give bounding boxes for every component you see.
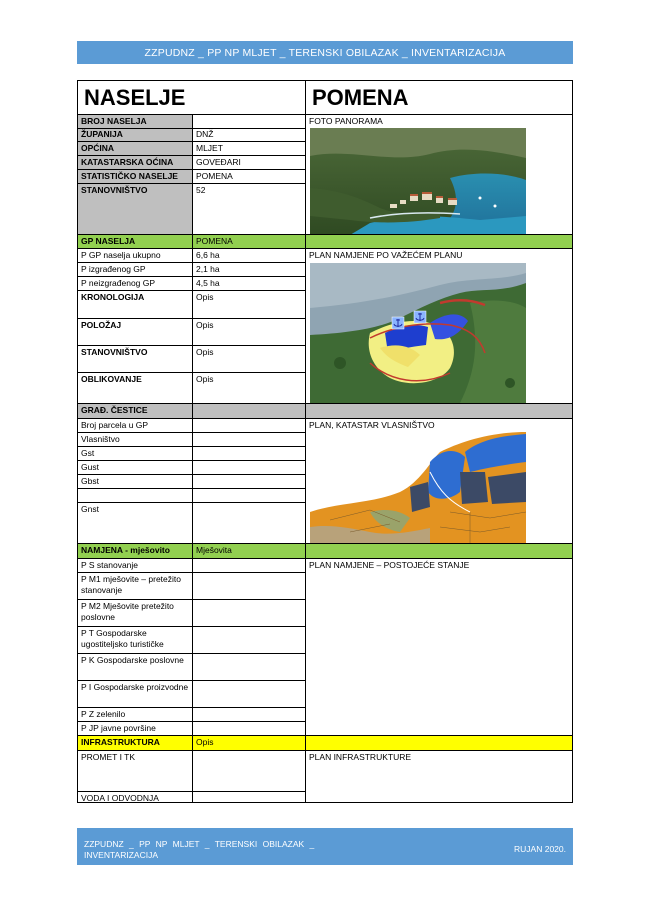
grid-hline [78,558,572,559]
label-pm1-mjesovite: P M1 mješovite – pretežito stanovanje [81,574,181,595]
infra-header-label: INFRASTRUKTURA [78,736,192,750]
value-oblikovanje: Opis [196,374,214,384]
grid-hline [78,488,305,489]
label-gnst: Gnst [81,504,99,514]
cestice-header-label: GRAĐ. ČESTICE [78,404,192,418]
label-opcina: OPĆINA [81,143,115,153]
value-broj-naselja [193,115,305,128]
label-vlasnistvo: Vlasništvo [81,434,120,444]
title-naselje: NASELJE [84,85,186,110]
grid-hline [78,474,305,475]
grid-hline [78,403,572,404]
infra-header-value: Opis [193,736,305,750]
grid-hline [78,372,305,373]
label-gp-ukupno: P GP naselja ukupno [81,250,161,260]
grid-hline [78,290,305,291]
gp-header-fill [306,235,572,248]
caption-plan-infrastrukture: PLAN INFRASTRUKTURE [309,752,412,762]
grid-hline [78,791,305,792]
grid-hline [78,345,305,346]
grid-hline [78,735,572,736]
label-broj-naselja: BROJ NASELJA [81,116,147,126]
value-kronologija: Opis [196,292,214,302]
caption-plan-postojece: PLAN NAMJENE – POSTOJEĆE STANJE [309,560,470,570]
grid-hline [78,599,305,600]
label-oblikovanje: OBLIKOVANJE [81,374,142,384]
grid-hline [78,262,305,263]
label-promet-tk: PROMET I TK [81,752,136,762]
grid-hline [78,183,305,184]
title-settlement-name: POMENA [312,85,409,110]
label-gust: Gust [81,462,99,472]
grid-hline [78,502,305,503]
label-gst: Gst [81,448,95,458]
grid-hline [78,432,305,433]
grid-hline [78,248,572,249]
grid-hline [78,626,305,627]
caption-foto-panorama: FOTO PANORAMA [309,116,383,126]
value-stanovnistvo-opis: Opis [196,347,214,357]
label-gbst: Gbst [81,476,99,486]
value-opcina: MLJET [196,143,223,153]
grid-hline [78,707,305,708]
panorama-photo [310,128,526,235]
label-gp-izgradeni: P izgrađenog GP [81,264,146,274]
grid-hline [78,572,305,573]
value-gp-ukupno: 6,6 ha [196,250,220,260]
page-header [77,41,573,64]
cadastre-ownership-map [310,432,526,543]
label-broj-parcela: Broj parcela u GP [81,420,149,430]
grid-hline [78,234,572,235]
grid-vline-left [192,114,193,802]
cestice-header-value [193,404,305,418]
grid-hline [78,276,305,277]
grid-hline [78,114,572,115]
label-katastarska-opcina: KATASTARSKA OĆINA [81,157,174,167]
grid-vline-main [305,81,306,802]
grid-hline [78,721,305,722]
grid-hline [78,318,305,319]
gp-header-value: POMENA [193,235,305,248]
label-polozaj: POLOŽAJ [81,320,122,330]
grid-hline [78,750,572,751]
grid-hline [78,446,305,447]
grid-hline [78,418,572,419]
namjena-header-label: NAMJENA - mješovito [78,544,192,558]
grid-hline [78,460,305,461]
label-pjp-javne: P JP javne površine [81,723,156,733]
value-statisticko-naselje: POMENA [196,171,233,181]
grid-hline [78,155,305,156]
value-zupanija: DNŽ [196,129,214,139]
grid-hline [78,543,572,544]
cestice-header-fill [306,404,572,418]
land-use-plan-map [310,263,526,403]
gp-header-label: GP NASELJA [78,235,192,248]
label-statisticko-naselje: STATISTIČKO NASELJE [81,171,178,181]
page-footer [77,828,573,865]
label-ps-stanovanje: P S stanovanje [81,560,139,570]
grid-hline [78,141,305,142]
namjena-header-value: Mješovita [193,544,305,558]
grid-hline [78,680,305,681]
label-pt-gospodarske: P T Gospodarske ugostiteljsko turističke [81,628,164,649]
label-pm2-mjesovite: P M2 Mješovite pretežito poslovne [81,601,174,622]
label-empty [78,489,192,502]
infra-header-fill [306,736,572,750]
value-gp-izgradeni: 2,1 ha [196,264,220,274]
label-gp-neizgradeni: P neizgrađenog GP [81,278,156,288]
label-kronologija: KRONOLOGIJA [81,292,145,302]
footer-title: ZZPUDNZ _ PP NP MLJET _ TERENSKI OBILAZAK _ INVENTARIZACIJA [84,839,315,860]
value-gp-neizgradeni: 4,5 ha [196,278,220,288]
inventory-sheet [77,80,573,803]
label-zupanija: ŽUPANIJA [81,129,123,139]
label-pi-gospodarske: P I Gospodarske proizvodne [81,682,189,692]
grid-hline [78,169,305,170]
label-stanovnistvo-opis: STANOVNIŠTVO [81,347,148,357]
namjena-header-fill [306,544,572,558]
header-title: ZZPUDNZ _ PP NP MLJET _ TERENSKI OBILAZAK _ INVENTARIZACIJA [144,46,506,59]
label-pk-gospodarske: P K Gospodarske poslovne [81,655,184,665]
value-katastarska-opcina: GOVEĐARI [196,157,241,167]
label-voda-odvodnja: VODA I ODVODNJA [81,793,159,803]
caption-katastar-vlasnistvo: PLAN, KATASTAR VLASNIŠTVO [309,420,435,430]
value-polozaj: Opis [196,320,214,330]
value-stanovnistvo: 52 [196,185,206,195]
caption-plan-namjene-vazeci: PLAN NAMJENE PO VAŽEĆEM PLANU [309,250,463,260]
label-pz-zelenilo: P Z zelenilo [81,709,126,719]
footer-date: RUJAN 2020. [514,844,566,854]
grid-hline [78,128,305,129]
label-stanovnistvo: STANOVNIŠTVO [81,185,148,195]
grid-hline [78,653,305,654]
